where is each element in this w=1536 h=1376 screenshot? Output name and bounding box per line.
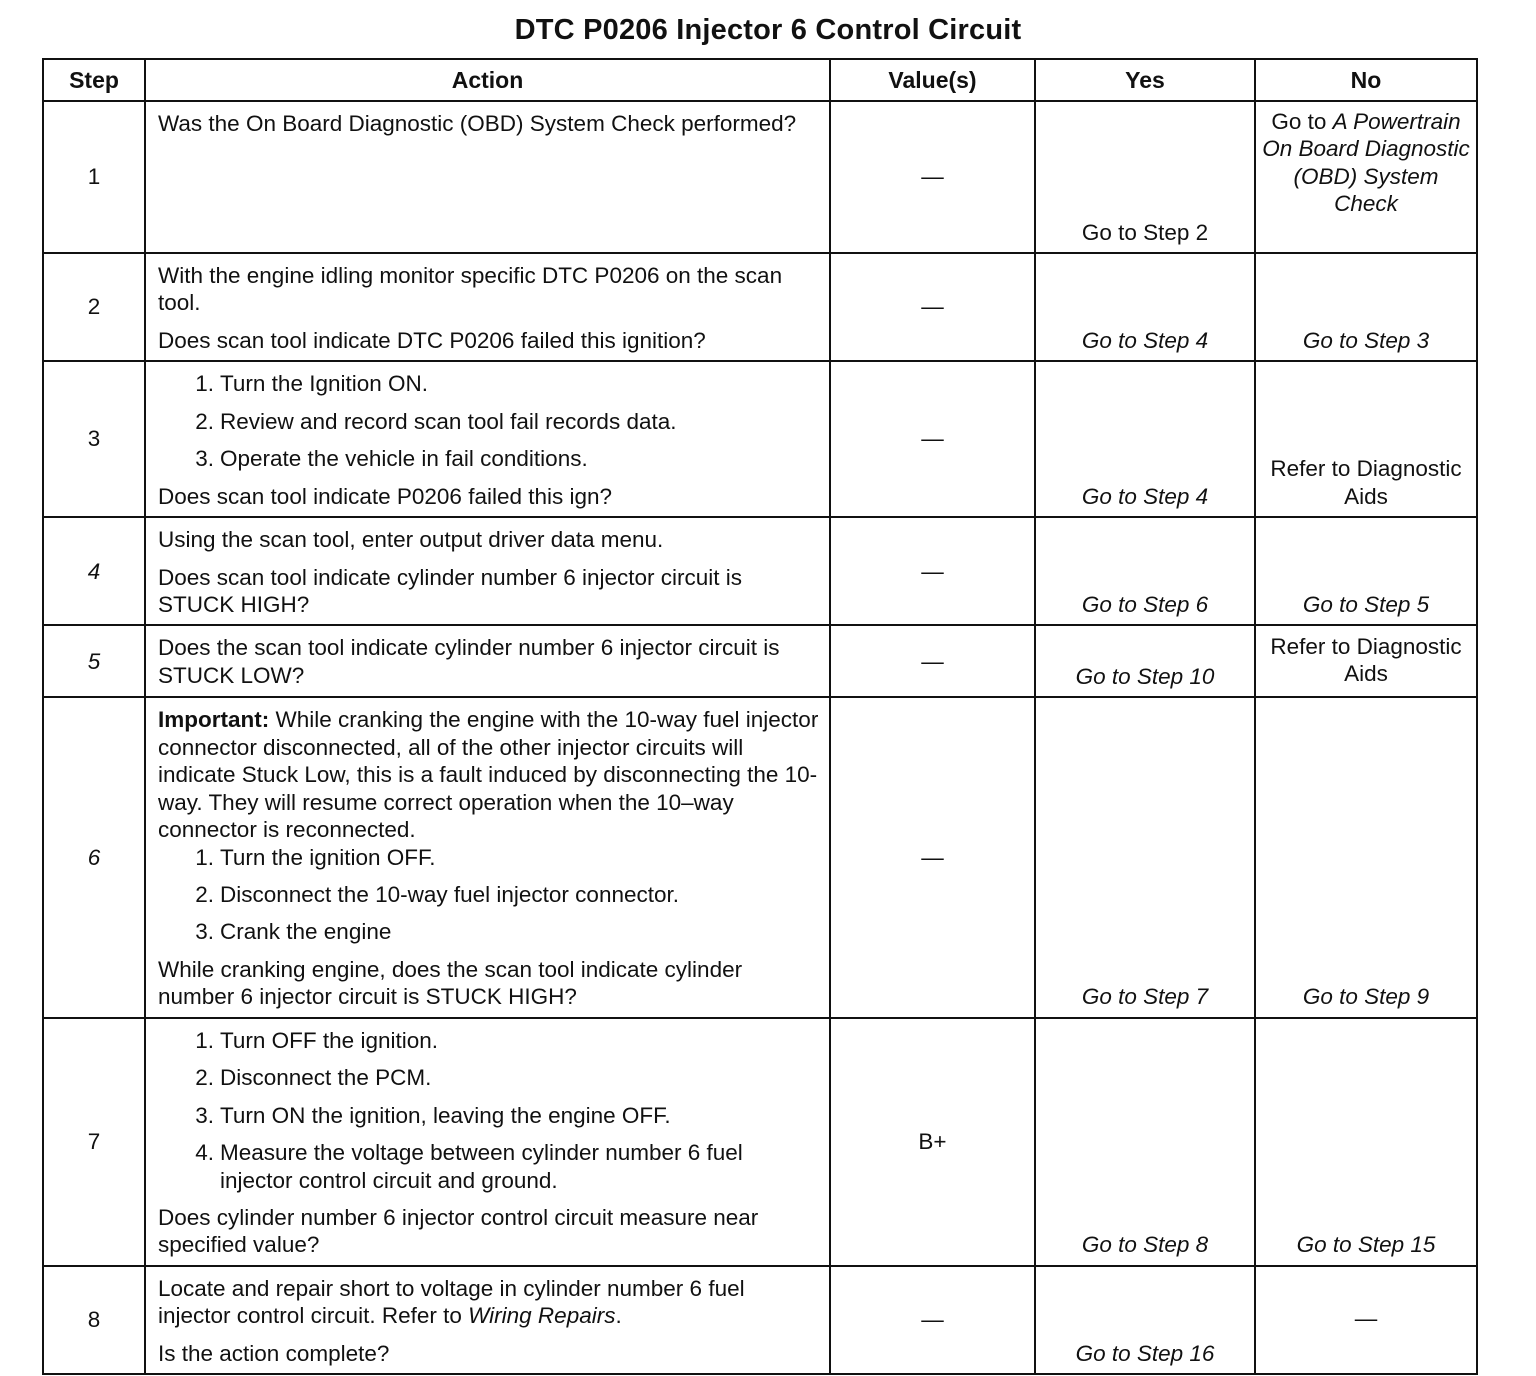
- action-list-item: 4. Measure the voltage between cylinder number 6 fuel injector control circuit and ground.: [195, 1140, 743, 1193]
- action-list-item: 1. Turn the ignition OFF.: [195, 844, 436, 870]
- value-text: —: [921, 648, 944, 674]
- yes-cell: [1035, 517, 1255, 625]
- wiring-repairs-reference: Wiring Repairs: [468, 1303, 616, 1329]
- no-cell: [1255, 101, 1477, 253]
- value-cell: [830, 101, 1035, 253]
- value-cell: [830, 517, 1035, 625]
- no-text: Go to Step 5: [1302, 591, 1430, 617]
- value-cell: [830, 1018, 1035, 1266]
- yes-text: Go to Step 7: [1081, 984, 1209, 1010]
- action-list: [158, 1027, 819, 1194]
- action-cell: [145, 625, 830, 697]
- action-list-item: 2. Disconnect the 10-way fuel injector connector.: [195, 882, 679, 907]
- value-text: —: [921, 426, 944, 452]
- value-cell: [830, 625, 1035, 697]
- no-text-link: A Powertrain On Board Diagnostic (OBD) System Check: [1262, 109, 1470, 217]
- header-row: [43, 59, 1477, 101]
- yes-cell: [1035, 697, 1255, 1017]
- value-text: —: [921, 1307, 944, 1333]
- table-row-step-6: [43, 697, 1477, 1017]
- action-list-item: 3. Turn ON the ignition, leaving the engine OFF.: [195, 1102, 671, 1128]
- yes-cell: [1035, 361, 1255, 517]
- no-text-prefix: Go to: [1271, 109, 1327, 134]
- header-values: Value(s): [830, 59, 1035, 101]
- important-text: While cranking the engine with the 10-way fuel injector connector disconnected, all of the other injector circuits will indicate Stuck Low, this is a fault induced by disconnecting the 10-way. They will resume correct operation when the 10–way connector is reconnected.: [158, 707, 819, 843]
- action-cell: [145, 361, 830, 517]
- action-list-item: 1. Turn the Ignition ON.: [195, 371, 429, 397]
- action-question: Does scan tool indicate cylinder number 6 injector circuit is STUCK HIGH?: [158, 564, 743, 617]
- yes-text: Go to Step 6: [1081, 591, 1209, 617]
- action-list-item: 3. Operate the vehicle in fail conditions.: [195, 446, 588, 472]
- step-number: 5: [43, 625, 145, 697]
- table-row-step-2: [43, 253, 1477, 361]
- no-cell: [1255, 625, 1477, 697]
- action-list-item: 3. Crank the engine: [195, 919, 392, 945]
- no-text: Refer to Diagnostic Aids: [1270, 633, 1462, 687]
- diagnostic-table: [42, 58, 1478, 1375]
- action-intro: Locate and repair short to voltage in cylinder number 6 fuel injector control circuit. Refer to Wiring Repairs.: [158, 1275, 745, 1329]
- value-cell: [830, 361, 1035, 517]
- no-text: Go to Step 15: [1296, 1232, 1436, 1258]
- step-number: 6: [43, 697, 145, 1017]
- table-row-step-1: [43, 101, 1477, 253]
- header-action: Action: [145, 59, 830, 101]
- step-number: 7: [43, 1018, 145, 1266]
- value-cell: [830, 697, 1035, 1017]
- yes-cell: [1035, 253, 1255, 361]
- value-text: —: [921, 558, 944, 584]
- yes-text: Go to Step 8: [1081, 1232, 1209, 1258]
- step-number: 1: [43, 101, 145, 253]
- important-note: [158, 706, 819, 843]
- action-cell: [145, 697, 830, 1017]
- step-number: 4: [43, 517, 145, 625]
- value-text: —: [921, 844, 944, 870]
- no-cell: [1255, 1018, 1477, 1266]
- no-cell: [1255, 697, 1477, 1017]
- no-cell: [1255, 253, 1477, 361]
- action-intro: Using the scan tool, enter output driver data menu.: [158, 527, 664, 553]
- table-row-step-7: [43, 1018, 1477, 1266]
- yes-text: Go to Step 16: [1075, 1340, 1215, 1366]
- action-question: Was the On Board Diagnostic (OBD) System Check performed?: [158, 111, 797, 136]
- action-intro: With the engine idling monitor specific DTC P0206 on the scan tool.: [158, 263, 783, 316]
- action-question: Does cylinder number 6 injector control circuit measure near specified value?: [158, 1204, 759, 1258]
- yes-cell: [1035, 1018, 1255, 1266]
- action-cell: [145, 1266, 830, 1374]
- important-label: Important:: [158, 707, 270, 733]
- no-text: —: [1354, 1306, 1378, 1332]
- yes-text: Go to Step 10: [1075, 663, 1215, 689]
- value-cell: [830, 253, 1035, 361]
- table-row-step-5: [43, 625, 1477, 697]
- action-question: Does scan tool indicate P0206 failed this ign?: [158, 483, 613, 509]
- yes-text: Go to Step 2: [1081, 219, 1209, 245]
- no-cell: [1255, 1266, 1477, 1374]
- yes-cell: [1035, 1266, 1255, 1374]
- no-text: Refer to Diagnostic Aids: [1270, 456, 1462, 509]
- header-no: No: [1255, 59, 1477, 101]
- yes-cell: [1035, 101, 1255, 253]
- action-question: Does scan tool indicate DTC P0206 failed this ignition?: [158, 327, 706, 353]
- no-text: Go to Step 3: [1302, 327, 1430, 353]
- action-list: [158, 844, 819, 946]
- step-number: 8: [43, 1266, 145, 1374]
- action-question: Is the action complete?: [158, 1340, 390, 1366]
- value-cell: [830, 1266, 1035, 1374]
- step-number: 3: [43, 361, 145, 517]
- no-text: Go to Step 9: [1302, 984, 1430, 1010]
- no-cell: [1255, 517, 1477, 625]
- value-text: B+: [918, 1129, 947, 1155]
- value-text: —: [921, 294, 944, 320]
- value-text: —: [921, 164, 944, 190]
- action-cell: [145, 101, 830, 253]
- step-number: 2: [43, 253, 145, 361]
- action-list-item: 2. Disconnect the PCM.: [195, 1065, 432, 1091]
- no-cell: [1255, 361, 1477, 517]
- page-title: DTC P0206 Injector 6 Control Circuit: [514, 14, 1022, 46]
- action-list: [158, 370, 819, 472]
- yes-text: Go to Step 4: [1081, 327, 1209, 353]
- action-question: While cranking engine, does the scan tool indicate cylinder number 6 injector circuit is STUCK HIGH?: [158, 956, 743, 1010]
- yes-cell: [1035, 625, 1255, 697]
- action-cell: [145, 517, 830, 625]
- action-question: Does the scan tool indicate cylinder number 6 injector circuit is STUCK LOW?: [158, 635, 780, 688]
- table-row-step-3: [43, 361, 1477, 517]
- header-step: Step: [43, 59, 145, 101]
- action-list-item: 1. Turn OFF the ignition.: [195, 1027, 439, 1053]
- yes-text: Go to Step 4: [1081, 483, 1209, 509]
- table-row-step-4: [43, 517, 1477, 625]
- table-row-step-8: [43, 1266, 1477, 1374]
- action-list-item: 2. Review and record scan tool fail records data.: [195, 408, 677, 434]
- action-cell: [145, 1018, 830, 1266]
- header-yes: Yes: [1035, 59, 1255, 101]
- action-cell: [145, 253, 830, 361]
